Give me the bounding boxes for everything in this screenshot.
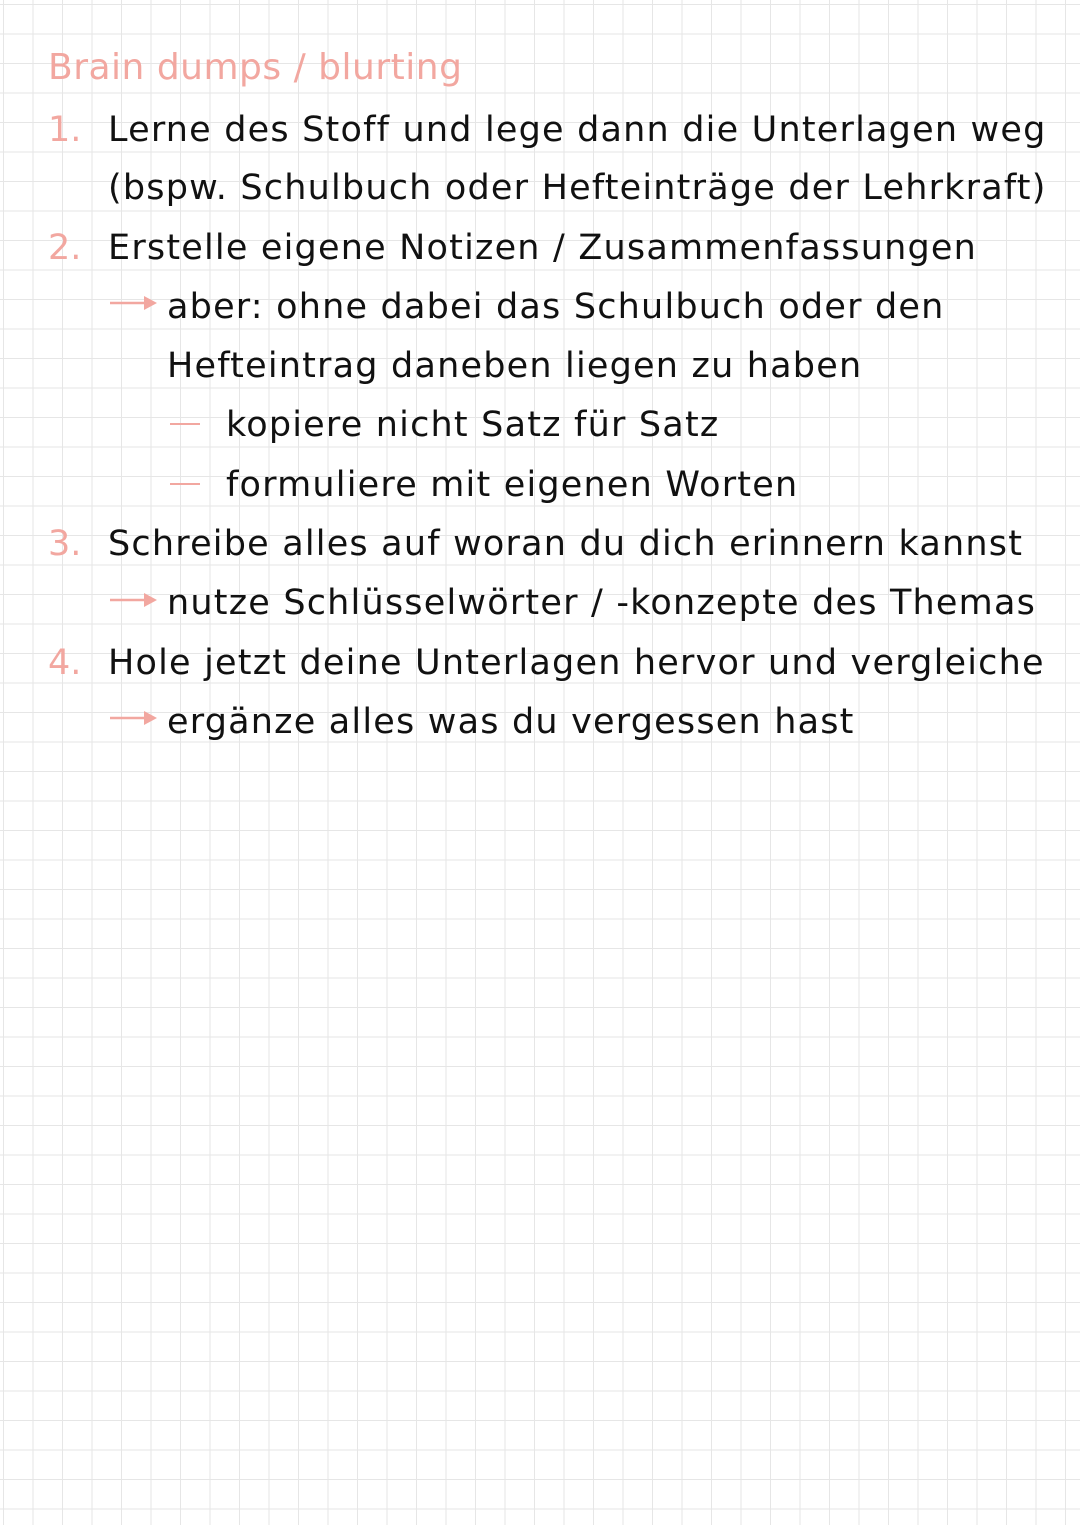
step-3-line-1: Schreibe alles auf woran du dich erinnern kannst bbox=[108, 524, 1024, 564]
dash-bullet-icon bbox=[170, 423, 200, 425]
step-1-line-1: Lerne des Stoff und lege dann die Unterlagen weg bbox=[108, 110, 1047, 150]
step-2-arrow-line-1: aber: ohne dabei das Schulbuch oder den bbox=[167, 287, 945, 327]
step-number-2: 2. bbox=[48, 228, 82, 268]
arrow-right-icon bbox=[110, 293, 158, 313]
step-4-arrow-line-1: ergänze alles was du vergessen hast bbox=[167, 702, 855, 742]
step-number-3: 3. bbox=[48, 524, 82, 564]
dash-bullet-icon bbox=[170, 483, 200, 485]
step-4-line-1: Hole jetzt deine Unterlagen hervor und vergleiche bbox=[108, 643, 1045, 683]
step-1-line-2: (bspw. Schulbuch oder Hefteinträge der Lehrkraft) bbox=[108, 168, 1047, 208]
page-title: Brain dumps / blurting bbox=[48, 47, 463, 88]
step-2-bullet-1: kopiere nicht Satz für Satz bbox=[226, 405, 720, 445]
arrow-right-icon bbox=[110, 708, 158, 728]
step-number-1: 1. bbox=[48, 110, 82, 150]
step-2-bullet-2: formuliere mit eigenen Worten bbox=[226, 465, 799, 505]
step-3-arrow-line-1: nutze Schlüsselwörter / -konzepte des Themas bbox=[167, 583, 1037, 623]
arrow-right-icon bbox=[110, 590, 158, 610]
step-2-arrow-line-2: Hefteintrag daneben liegen zu haben bbox=[167, 346, 863, 386]
step-2-line-1: Erstelle eigene Notizen / Zusammenfassungen bbox=[108, 228, 978, 268]
step-number-4: 4. bbox=[48, 643, 82, 683]
